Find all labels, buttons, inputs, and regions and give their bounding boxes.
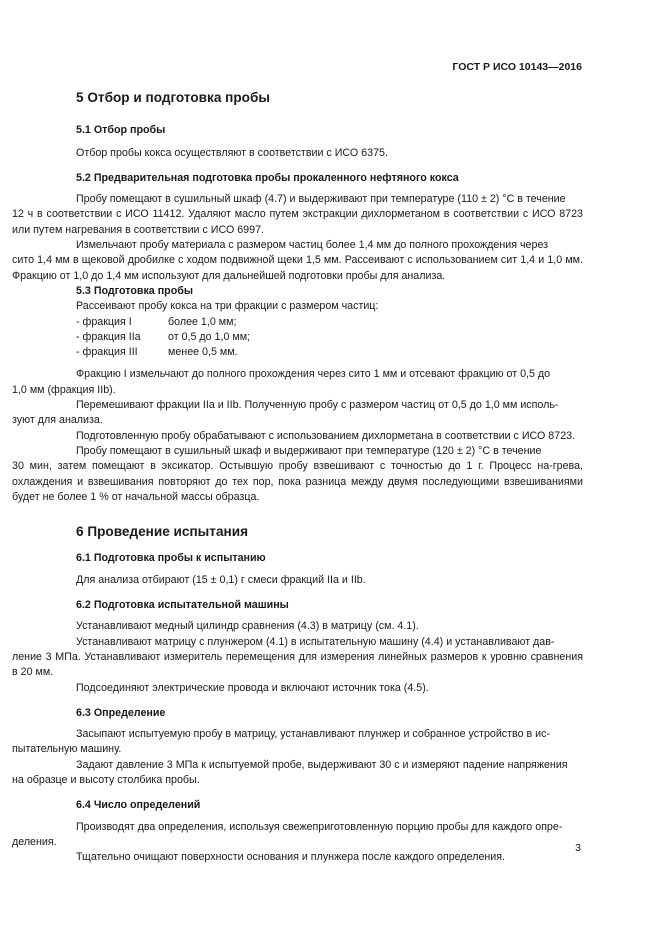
fraction-name: - фракция III — [76, 346, 138, 359]
paragraph: Пробу помещают в сушильный шкаф и выдерживают при температуре (120 ± 2) °С в течение — [76, 444, 542, 457]
subsection-6-2-title: 6.2 Подготовка испытательной машины — [76, 599, 289, 612]
paragraph: сито 1,4 мм в щековой дробилке с ходом подвижной щеки 1,5 мм. Рассеивают с использованием сит 1,4 и 1,0 мм. Фракцию от 1,0 до 1,4 мм используют для дальнейшей подготовки пробы для анализа. — [12, 254, 583, 282]
paragraph: ление 3 МПа. Устанавливают измеритель перемещения для измерения линейных размеров к уровню сравнения в 20 мм. — [12, 650, 583, 679]
subsection-6-1-title: 6.1 Подготовка пробы к испытанию — [76, 552, 266, 565]
fraction-range: менее 0,5 мм. — [168, 346, 238, 359]
fraction-item — [76, 315, 583, 330]
subsection-5-3-title: 5.3 Подготовка пробы — [76, 284, 193, 297]
paragraph: Отбор пробы кокса осуществляют в соответствии с ИСО 6375. — [76, 146, 388, 159]
page-number: 3 — [575, 842, 581, 854]
paragraph: Рассеивают пробу кокса на три фракции с размером частиц: — [76, 300, 379, 313]
fraction-range: от 0,5 до 1,0 мм; — [168, 330, 251, 343]
fraction-name: - фракция I — [76, 315, 132, 328]
paragraph: Устанавливают медный цилиндр сравнения (4.3) в матрицу (см. 4.1). — [76, 620, 419, 633]
fraction-name: - фракция IIa — [76, 330, 141, 343]
paragraph: деления. — [12, 835, 57, 848]
paragraph: Устанавливают матрицу с плунжером (4.1) в испытательную машину (4.4) и устанавливают дав- — [76, 635, 555, 648]
paragraph: зуют для анализа. — [12, 414, 103, 427]
subsection-5-2-title: 5.2 Предварительная подготовка пробы прокаленного нефтяного кокса — [76, 171, 459, 184]
paragraph: 1,0 мм (фракция IIb). — [12, 383, 116, 396]
paragraph: Пробу помещают в сушильный шкаф (4.7) и выдерживают при температуре (110 ± 2) °С в течение — [76, 193, 566, 206]
subsection-6-4-title: 6.4 Число определений — [76, 799, 201, 812]
fraction-item — [76, 330, 583, 345]
subsection-6-3-title: 6.3 Определение — [76, 706, 166, 719]
paragraph: Фракцию I измельчают до полного прохождения через сито 1 мм и отсевают фракцию от 0,5 до — [76, 368, 551, 381]
paragraph: на образце и высоту столбика пробы. — [12, 773, 200, 786]
paragraph: Измельчают пробу материала с размером частиц более 1,4 мм до полного прохождения через — [76, 239, 549, 252]
document-body — [12, 90, 583, 865]
paragraph: Тщательно очищают поверхности основания и плунжера после каждого определения. — [76, 851, 506, 864]
section-5-title: 5 Отбор и подготовка пробы — [76, 90, 270, 105]
paragraph: Задают давление 3 МПа к испытуемой пробе, выдерживают 30 с и измеряют падение напряжения — [76, 758, 568, 771]
paragraph: Перемешивают фракции IIa и IIb. Полученную пробу с размером частиц от 0,5 до 1,0 мм исполь- — [76, 399, 559, 412]
paragraph: Засыпают испытуемую пробу в матрицу, устанавливают плунжер и собранное устройство в ис- — [76, 728, 551, 741]
paragraph: Подготовленную пробу обрабатывают с использованием дихлорметана в соответствии с ИСО 8723. — [76, 429, 576, 442]
paragraph: 12 ч в соответствии с ИСО 11412. Удаляют масло путем экстракции дихлорметаном в соответствии с ИСО 8723 или путем нагревания в соответствии с ИСО 6997. — [12, 208, 583, 236]
document-code: ГОСТ Р ИСО 10143—2016 — [452, 61, 582, 73]
fraction-item — [76, 345, 583, 360]
section-6-title: 6 Проведение испытания — [76, 524, 248, 540]
paragraph: пытательную машину. — [12, 743, 122, 756]
paragraph: 30 мин, затем помещают в эксикатор. Остывшую пробу взвешивают с точностью до 1 г. Процесс на-грева, охлаждения и взвешивания повторяют до тех пор, пока разница между двумя последующими взвешиваниями будет не более 1 % от начальной массы образца. — [12, 460, 583, 503]
subsection-5-1-title: 5.1 Отбор пробы — [76, 124, 166, 137]
fraction-range: более 1,0 мм; — [168, 315, 237, 328]
paragraph: Подсоединяют электрические провода и включают источник тока (4.5). — [76, 681, 429, 694]
paragraph: Производят два определения, используя свежеприготовленную порцию пробы для каждого опре- — [76, 820, 563, 833]
paragraph: Для анализа отбирают (15 ± 0,1) г смеси фракций IIa и IIb. — [76, 573, 366, 586]
